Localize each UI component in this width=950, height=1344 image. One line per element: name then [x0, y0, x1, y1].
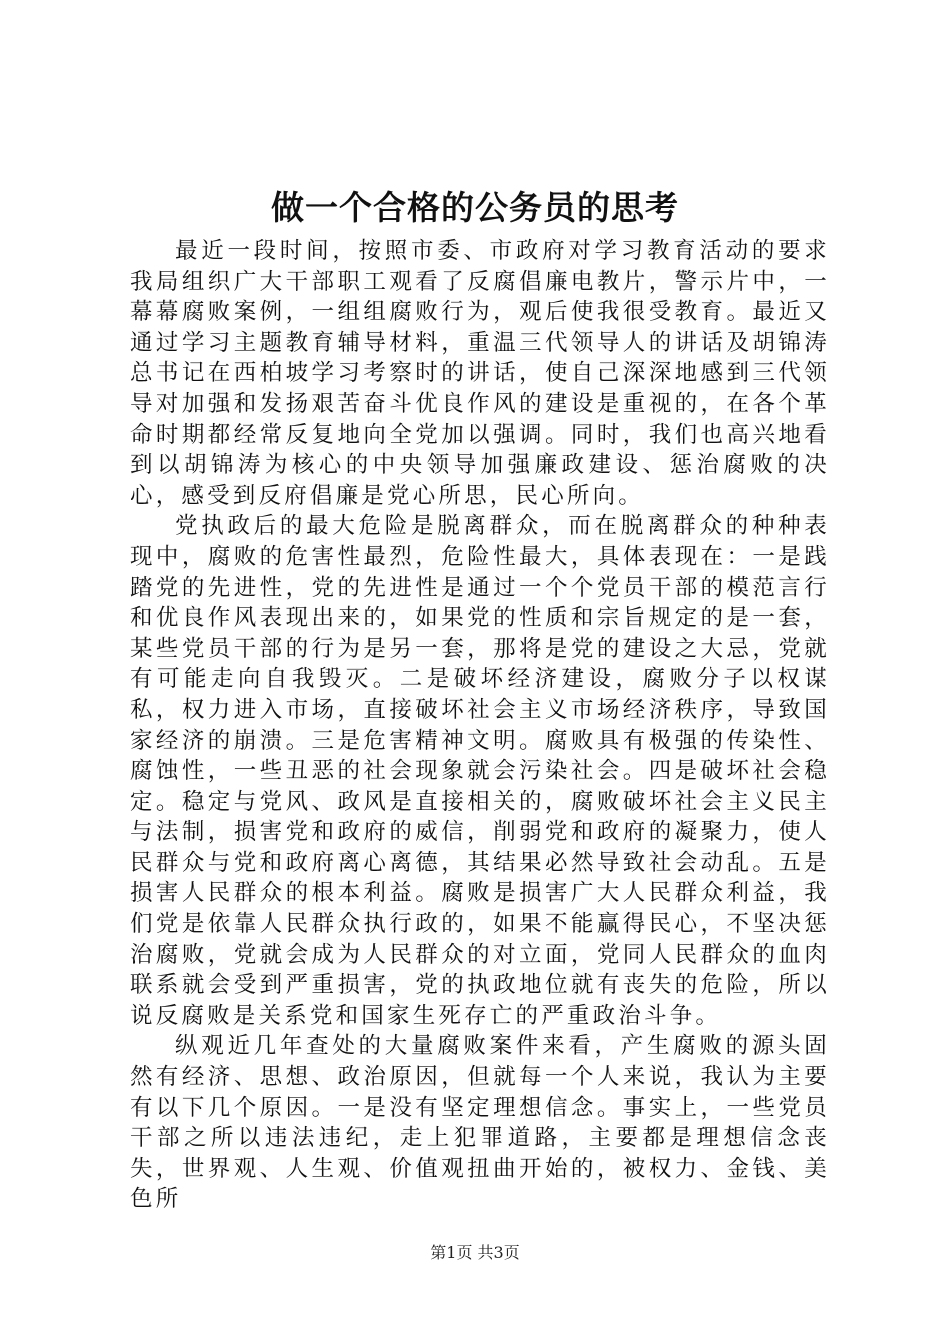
paragraph-2: 党执政后的最大危险是脱离群众，而在脱离群众的种种表现中，腐败的危害性最烈，危险性最大，具体表现在：一是践踏党的先进性，党的先进性是通过一个个党员干部的模范言行和优良作风表现出来的，如果党的性质和宗旨规定的是一套，某些党员干部的行为是另一套，那将是党的建设之大忌，党就有可能走向自我毁灭。二是破坏经济建设，腐败分子以权谋私，权力进入市场，直接破坏社会主义市场经济秩序，导致国家经济的崩溃。三是危害精神文明。腐败具有极强的传染性、腐蚀性，一些丑恶的社会现象就会污染社会。四是破坏社会稳定。稳定与党风、政风是直接相关的，腐败破坏社会主义民主与法制，损害党和政府的威信，削弱党和政府的凝聚力，使人民群众与党和政府离心离德，其结果必然导致社会动乱。五是损害人民群众的根本利益。腐败是损害广大人民群众利益，我们党是依靠人民群众执行政的，如果不能赢得民心，不坚决惩治腐败，党就会成为人民群众的对立面，党同人民群众的血肉联系就会受到严重损害，党的执政地位就有丧失的危险，所以说反腐败是关系党和国家生死存亡的严重政治斗争。: [130, 513, 830, 1029]
document-body: [130, 236, 830, 1215]
paragraph-3: 纵观近几年查处的大量腐败案件来看，产生腐败的源头固然有经济、思想、政治原因，但就每一个人来说，我认为主要有以下几个原因。一是没有坚定理想信念。事实上，一些党员干部之所以违法违纪，走上犯罪道路，主要都是理想信念丧失，世界观、人生观、价值观扭曲开始的，被权力、金钱、美色所: [130, 1033, 830, 1213]
paragraph-1: 最近一段时间，按照市委、市政府对学习教育活动的要求我局组织广大干部职工观看了反腐倡廉电教片，警示片中，一幕幕腐败案例，一组组腐败行为，观后使我很受教育。最近又通过学习主题教育辅导材料，重温三代领导人的讲话及胡锦涛总书记在西柏坡学习考察时的讲话，使自己深深地感到三代领导对加强和发扬艰苦奋斗优良作风的建设是重视的，在各个革命时期都经常反复地向全党加以强调。同时，我们也高兴地看到以胡锦涛为核心的中央领导加强廉政建设、惩治腐败的决心，感受到反府倡廉是党心所思，民心所向。: [130, 238, 830, 509]
document-title: 做一个合格的公务员的思考: [271, 188, 679, 227]
page-number-footer: 第1页 共3页: [430, 1243, 520, 1262]
